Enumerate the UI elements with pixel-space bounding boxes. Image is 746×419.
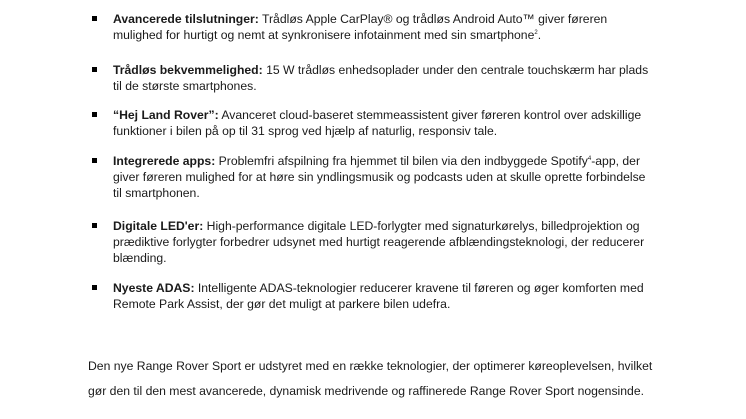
list-item-text	[113, 11, 653, 43]
list-item-title: “Hej Land Rover”:	[113, 108, 219, 122]
list-item-title: Trådløs bekvemmelighed:	[113, 63, 263, 77]
list-item-title: Integrerede apps:	[113, 154, 216, 168]
bullet-icon	[92, 285, 97, 290]
list-item-text	[113, 218, 653, 266]
list-item-body: Problemfri afspilning fra hjemmet til bilen via den indbyggede Spotify	[215, 154, 588, 168]
list-item-body: 15 W trådløs enhedsoplader under den centrale touchskærm har plads til de største smartphones.	[113, 63, 649, 93]
list-item-tail: -app, der giver føreren mulighed for at høre sin yndlingsmusik og podcasts uden at skulle oprette forbindelse til smartphonen.	[113, 154, 646, 200]
list-item-text	[113, 62, 653, 94]
bullet-icon	[92, 158, 97, 163]
bullet-icon	[92, 112, 97, 117]
list-item-body: Avanceret cloud-baseret stemmeassistent giver føreren kontrol over adskillige funktioner i bilen på op til 31 sprog ved hjælp af naturlig, responsiv tale.	[113, 108, 642, 138]
list-item-body: High-performance digitale LED-forlygter med signaturkørelys, billedprojektion og prædiktive forlygter forbedrer udsynet med hurtigt reagerende afblændingsteknologi, der reducerer blænding.	[113, 219, 645, 265]
list-item-title: Avancerede tilslutninger:	[113, 12, 259, 26]
footnote-ref: 2	[534, 29, 538, 36]
list-item-tail: .	[537, 28, 542, 42]
list-item-title: Nyeste ADAS:	[113, 281, 195, 295]
list-item-text	[113, 107, 653, 139]
closing-paragraph: Den nye Range Rover Sport er udstyret med en række teknologier, der optimerer køreoplevelsen, hvilket gør den til den mest avancerede, dynamisk medrivende og raffinerede Range Rover Sport nogensinde.	[88, 359, 653, 398]
list-item-title: Digitale LED'er:	[113, 219, 204, 233]
list-item-text	[113, 153, 653, 201]
list-item-body: Intelligente ADAS-teknologier reducerer kravene til føreren og øger komforten med Remote Park Assist, der gør det muligt at parkere bilen udefra.	[113, 281, 644, 311]
footnote-ref: 4	[587, 155, 592, 162]
bullet-icon	[92, 16, 97, 21]
list-item-text	[113, 280, 653, 312]
bullet-icon	[92, 223, 97, 228]
list-item-body: Trådløs Apple CarPlay® og trådløs Android Auto™ giver føreren mulighed for hurtigt og nemt at synkronisere infotainment med sin smartphone	[113, 12, 608, 42]
bullet-icon	[92, 67, 97, 72]
